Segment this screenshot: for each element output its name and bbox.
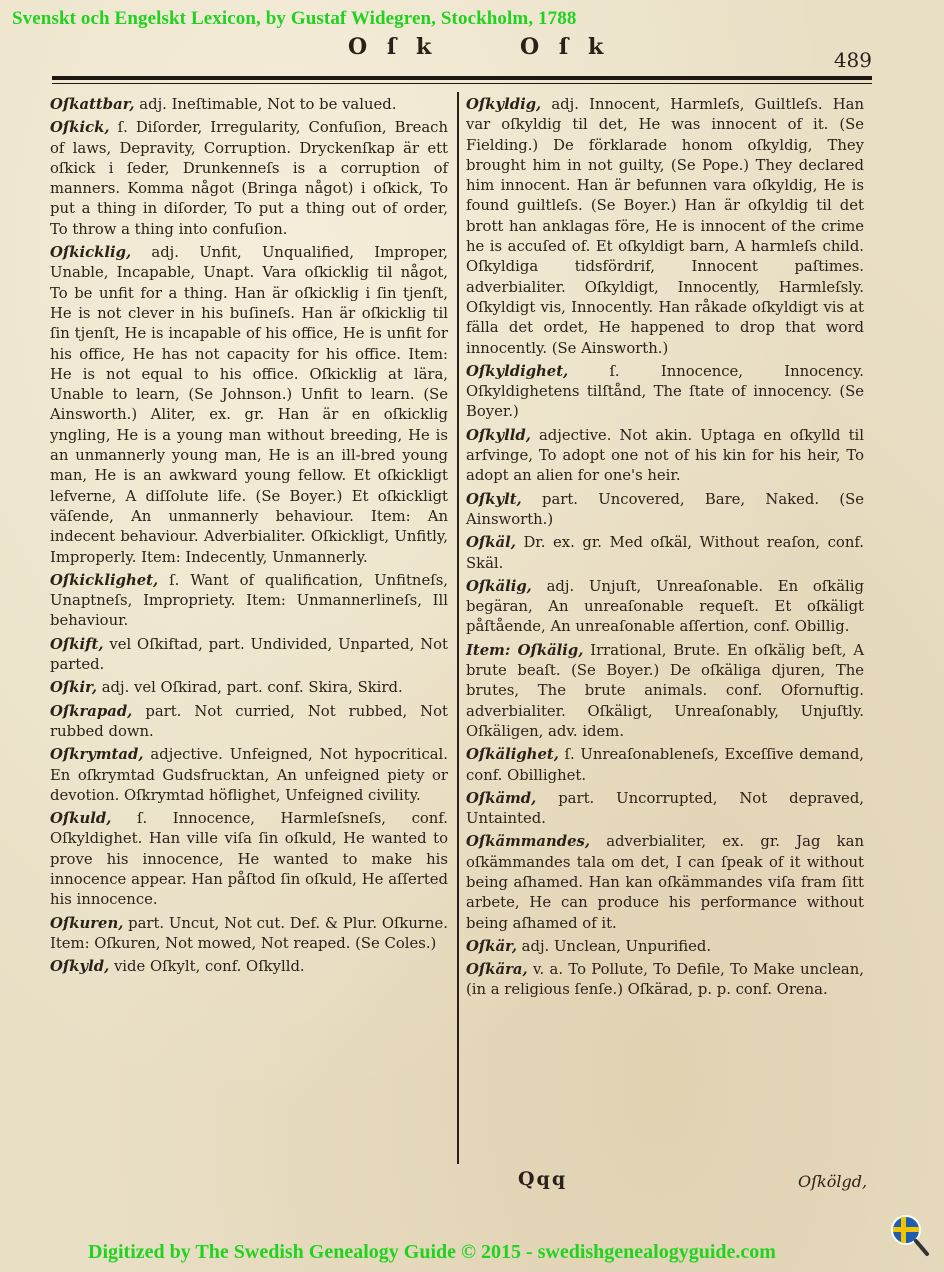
header-rule-thick: [52, 76, 872, 80]
dictionary-entry: Oſkuld, ſ. Innocence, Harmleſsneſs, conf. Oſkyldighet. Han ville viſa ſin oſkuld, He wanted to prove his innocence, He wanted to make his innocence appear. Han påſtod ſin oſkuld, He aſſerted his innocence.: [50, 810, 448, 909]
dictionary-entry: Oſkära, v. a. To Pollute, To Defile, To Make unclean, (in a religious ſenſe.) Oſkärad, p. p. conf. Orena.: [466, 961, 864, 999]
signature-mark: Qqq: [518, 1168, 568, 1190]
dictionary-entry: Oſkylld, adjective. Not akin. Uptaga en oſkylld til arfvinge, To adopt one not of his kin for his heir, To adopt an alien for one's heir.: [466, 426, 864, 485]
swedish-flag-magnifier-icon: [890, 1214, 930, 1258]
dictionary-entry: Oſkrapad, part. Not curried, Not rubbed, Not rubbed down.: [50, 702, 448, 740]
header-rule-thin: [52, 83, 872, 84]
dictionary-entry: Oſkälighet, ſ. Unreaſonableneſs, Exceſſive demand, conf. Obillighet.: [466, 746, 864, 784]
dictionary-entry: Oſkäl, Dr. ex. gr. Med oſkäl, Without reaſon, conf. Skäl.: [466, 534, 864, 572]
dictionary-entry: Oſkämd, part. Uncorrupted, Not depraved, Untainted.: [466, 789, 864, 828]
running-head-left: O ſ k: [348, 34, 438, 60]
right-column: [466, 95, 864, 1004]
dictionary-entry: Oſkyld, vide Oſkylt, conf. Oſkylld.: [50, 958, 305, 976]
dictionary-entry: Oſkämmandes, adverbialiter, ex. gr. Jag kan oſkämmandes tala om det, I can ſpeak of it without being aſhamed. Han kan oſkämmandes viſa fram ſitt arbete, He can produce his performance without being aſhamed of it.: [466, 833, 864, 932]
dictionary-entry: Oſkick, ſ. Diſorder, Irregularity, Confuſion, Breach of laws, Depravity, Corruption. Dryckenſkap är ett oſkick i ſeder, Drunkenneſs is a corruption of manners. Komma något (Bringa något) i oſkick, To put a thing in diſorder, To put a thing out of order, To throw a thing into confuſion.: [50, 119, 448, 238]
dictionary-entry: Oſkicklig, adj. Unfit, Unqualified, Improper, Unable, Incapable, Unapt. Vara oſkicklig til något, To be unfit for a thing. Han är oſkicklig i ſin tjenſt, He is not clever in his buſineſs. Han är oſkicklig til ſin tjenſt, He is incapable of his office, He is unfit for his office, He has not capacity for his office. Item: He is not equal to his office. Oſkicklig at lära, Unable to learn, (Se Johnson.) Unfit to learn. (Se Ainsworth.) Aliter, ex. gr. Han är en oſkicklig yngling, He is a young man without breeding, He is an unmannerly young man, He is an ill-bred young man, He is an awkward young fellow. Et oſkickligt lefverne, A diſſolute life. (Se Boyer.) Et oſkickligt väſende, An unmannerly behaviour. Item: An indecent behaviour. Adverbialiter. Oſkickligt, Unfitly, Improperly. Item: Indecently, Unmannerly.: [50, 244, 448, 566]
dictionary-entry: Oſkylt, part. Uncovered, Bare, Naked. (Se Ainsworth.): [466, 490, 864, 528]
dictionary-entry: Oſkyldig, adj. Innocent, Harmleſs, Guiltleſs. Han var oſkyldig til det, He was innocent of it. (Se Fielding.) De förklarade honom oſkyldig, They brought him in not guilty, (Se Pope.) They declared him innocent. Han är befunnen vara oſkyldig, He is found guiltleſs. (Se Boyer.) Han är oſkyldig til det brott han anklagas före, He is innocent of the crime he is accuſed of. Et oſkyldigt barn, A harmleſs child. Oſkyldiga tidsfördrif, Innocent paſtimes. adverbialiter. Oſkyldigt, Innocently, Harmleſsly. Oſkyldigt vis, Innocently. Han råkade oſkyldigt vis at fälla det ordet, He happened to drop that word innocently. (Se Ainsworth.): [466, 96, 864, 357]
dictionary-entry: Oſkift, vel Oſkiftad, part. Undivided, Unparted, Not parted.: [50, 635, 448, 674]
page-number: 489: [833, 48, 872, 72]
dictionary-entry: Item: Oſkälig, Irrational, Brute. En oſkälig beſt, A brute beaſt. (Se Boyer.) De oſkäliga djuren, The brutes, The brute animals. conf. Ofornuftig. adverbialiter. Oſkäligt, Unreaſonably, Unjuſtly. Oſkäligen, adv. idem.: [466, 641, 864, 740]
running-head-middle: O ſ k: [520, 34, 610, 60]
dictionary-entry: Oſkär, adj. Unclean, Unpurified.: [466, 937, 712, 955]
left-column: [50, 95, 448, 980]
dictionary-entry: Oſkir, adj. vel Oſkirad, part. conf. Skira, Skird.: [50, 679, 403, 697]
overlay-title: Svenskt och Engelskt Lexicon, by Gustaf Widegren, Stockholm, 1788: [12, 8, 577, 29]
dictionary-entry: Oſkicklighet, ſ. Want of qualification, Unfitneſs, Unaptneſs, Impropriety. Item: Unmannerlineſs, Ill behaviour.: [50, 571, 448, 630]
catchword: Oſkölgd,: [798, 1172, 868, 1191]
dictionary-entry: Oſkattbar, adj. Ineſtimable, Not to be valued.: [50, 96, 397, 113]
overlay-credit: Digitized by The Swedish Genealogy Guide © 2015 - swedishgenealogyguide.com: [88, 1241, 776, 1263]
column-divider: [457, 92, 459, 1164]
dictionary-entry: Oſkyldighet, ſ. Innocence, Innocency. Oſkyldighetens tilſtånd, The ſtate of innocency. (Se Boyer.): [466, 362, 864, 421]
dictionary-entry: Oſkuren, part. Uncut, Not cut. Def. & Plur. Oſkurne. Item: Oſkuren, Not mowed, Not reaped. (Se Coles.): [50, 914, 448, 952]
dictionary-entry: Oſkrymtad, adjective. Unfeigned, Not hypocritical. En oſkrymtad Gudsfrucktan, An unfeigned piety or devotion. Oſkrymtad höflighet, Unfeigned civility.: [50, 746, 448, 804]
dictionary-entry: Oſkälig, adj. Unjuſt, Unreaſonable. En oſkälig begäran, An unreaſonable requeſt. Et oſkäligt påſtående, An unreaſonable aſſertion, conf. Obillig.: [466, 577, 864, 636]
